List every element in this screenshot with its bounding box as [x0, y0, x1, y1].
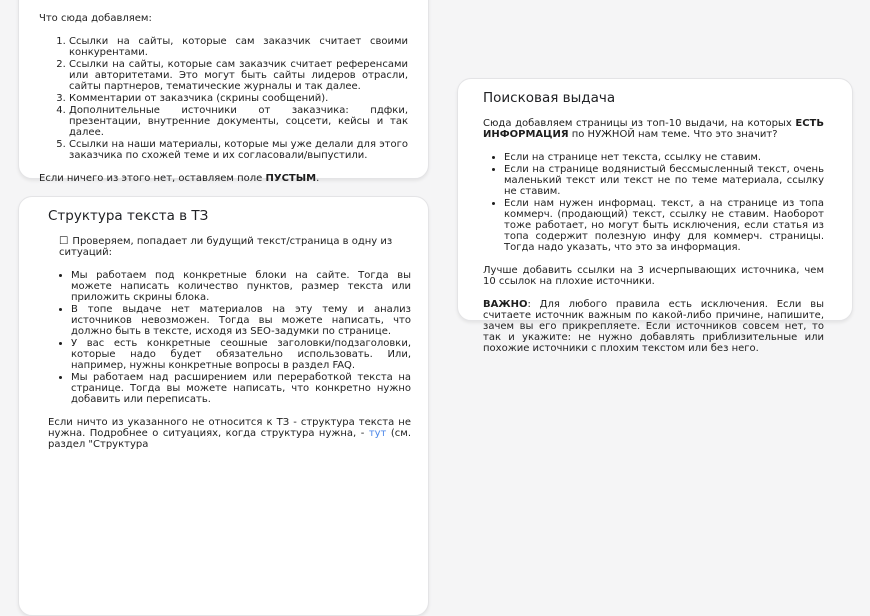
bold-text: ПУСТЫМ [265, 173, 317, 184]
card-structure [18, 196, 429, 616]
structure-checkbox-line [59, 236, 411, 258]
sources-numbered-list [39, 36, 408, 161]
card-sources-title: Что сюда добавляем: [39, 13, 152, 24]
list-item: • Если на странице водянистый бессмысленный текст, очень маленький текст или текст не по теме материала, ссылку не ставим. [504, 164, 824, 197]
list-item: 5. Ссылки на наши материалы, которые мы уже делали для этого заказчика по схожей теме и их согласовали/выпустили. [69, 139, 408, 161]
list-item: 4. Дополнительные источники от заказчика: пдфки, презентации, внутренние документы, соцсети, кейсы и так далее. [69, 105, 408, 138]
checkbox-icon[interactable]: ☐ [59, 235, 69, 247]
bold-text: ЕСТЬ ИНФОРМАЦИЯ [483, 118, 824, 140]
sources-footer: Если ничего из этого нет, оставляем поле ПУСТЫМ. [39, 173, 320, 184]
list-item: • Мы работаем под конкретные блоки на сайте. Тогда вы можете написать количество пунктов, размер текста или приложить скрины блока. [71, 270, 411, 303]
card-structure-title: Структура текста в ТЗ [48, 208, 209, 224]
serp-note: Лучше добавить ссылки на 3 исчерпывающих источника, чем 10 ссылок на плохие источники. [483, 265, 824, 287]
list-item: 2. Ссылки на сайты, которые сам заказчик считает референсами или авторитетами. Это могут быть сайты лидеров отрасли, сайты партнеров, тематические журналы и так далее. [69, 59, 408, 92]
bold-text: ВАЖНО [483, 299, 528, 310]
structure-checkbox-label: Проверяем, попадает ли будущий текст/страница в одну из ситуаций: [59, 236, 393, 258]
structure-footer: Если ничто из указанного не относится к ТЗ - структура текста не нужна. Подробнее о ситуациях, когда структура нужна, - тут (см. раздел "Структура [48, 417, 411, 450]
structure-bullet-list [48, 270, 411, 405]
serp-intro: Сюда добавляем страницы из топ-10 выдачи, на которых ЕСТЬ ИНФОРМАЦИЯ по НУЖНОЙ нам теме. Что это значит? [483, 118, 824, 140]
card-serp-title: Поисковая выдача [483, 90, 616, 106]
list-item: 1. Ссылки на сайты, которые сам заказчик считает своими конкурентами. [69, 36, 408, 58]
list-item: • Мы работаем над расширением или переработкой текста на странице. Тогда вы можете написать, что конкретно нужно добавить или переписать. [71, 372, 411, 405]
list-item: • В топе выдаче нет материалов на эту тему и анализ источников невозможен. Тогда вы можете написать, что должно быть в тексте, исходя из SEO-задумки по странице. [71, 304, 411, 337]
list-item: • Если на странице нет текста, ссылку не ставим. [504, 152, 824, 163]
list-item: • Если нам нужен информац. текст, а на странице из топа коммерч. (продающий) текст, ссылку не ставим. Наоборот тоже работает, но могут быть исключения, если статья из топа содержит полезную инфу для коммерч. страницы. Тогда надо указать, что это за информация. [504, 198, 824, 253]
serp-bullet-list [483, 152, 824, 253]
list-item: 3. Комментарии от заказчика (скрины сообщений). [69, 93, 408, 104]
card-sources [18, 0, 429, 184]
serp-important: ВАЖНО: Для любого правила есть исключения. Если вы считаете источник важным по какой-либо причине, напишите, зачем вы его прикрепляете. Если источников совсем нет, то так и укажите: не нужно добавлять приблизительные или похожие источники с плохим текстом или без него. [483, 299, 824, 354]
doc-link[interactable]: тут [368, 428, 387, 439]
card-serp [457, 78, 853, 354]
list-item: • У вас есть конкретные сеошные заголовки/подзаголовки, которые надо будет обязательно использовать. Или, например, нужны конкретные вопросы в раздел FAQ. [71, 338, 411, 371]
